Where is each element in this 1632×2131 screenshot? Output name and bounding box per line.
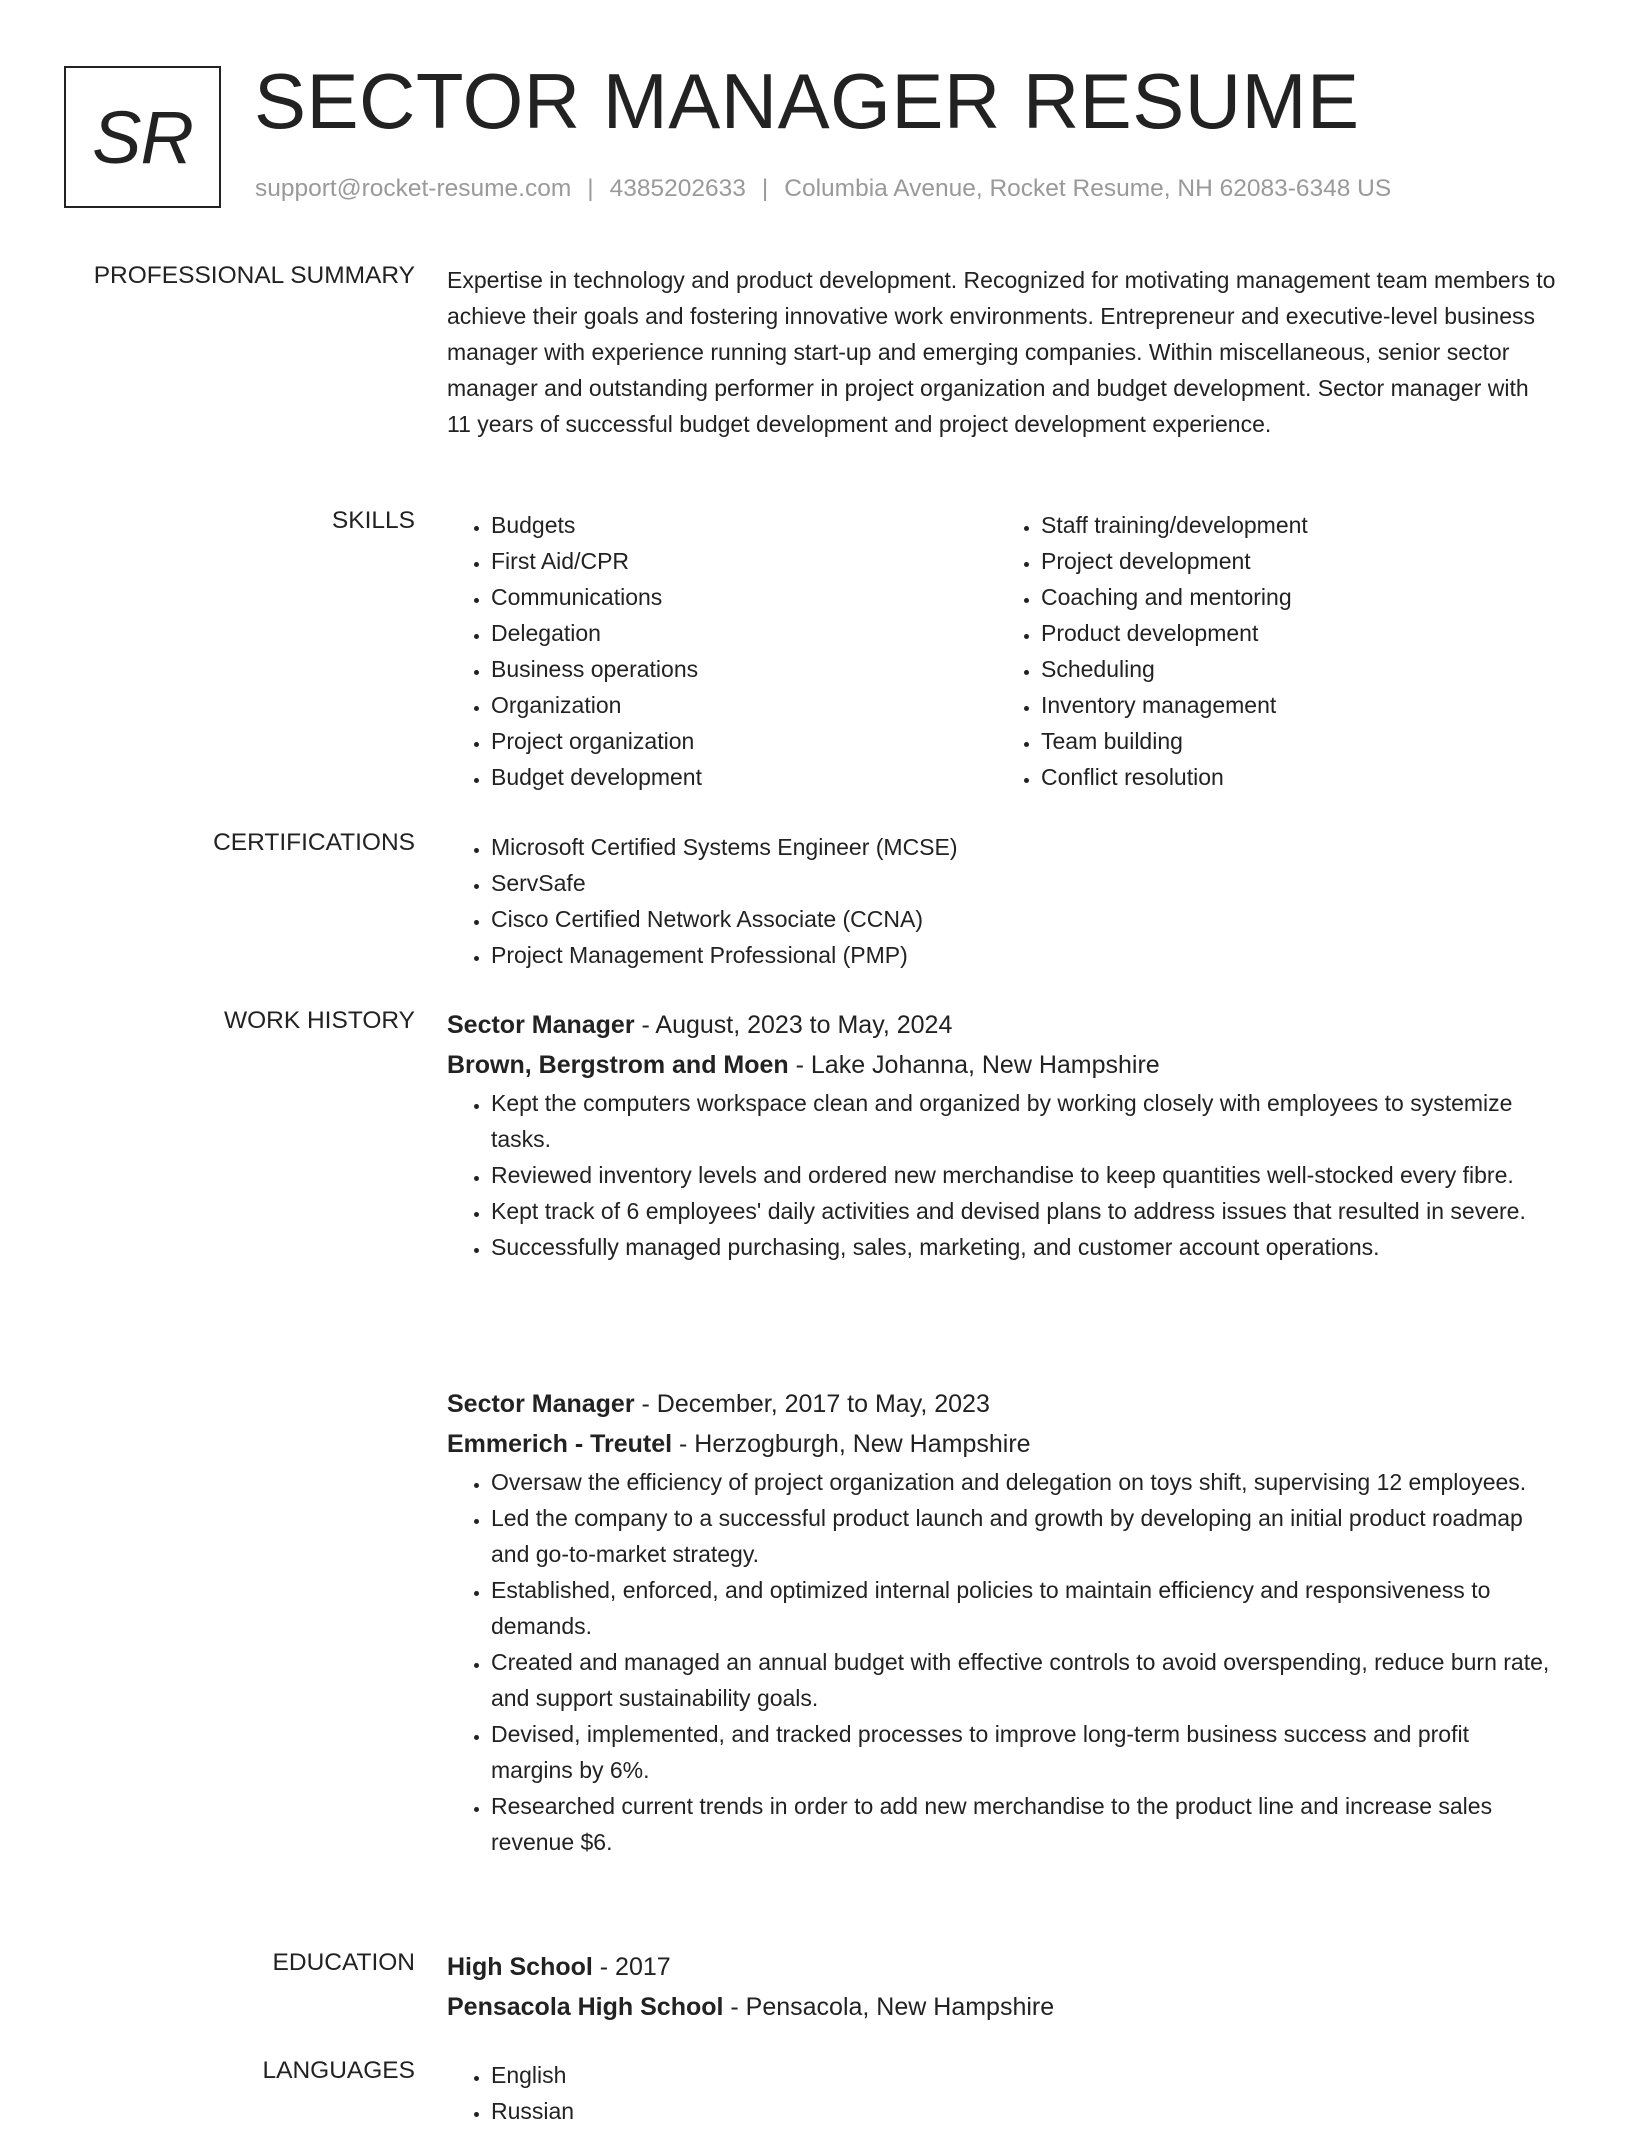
job-bullet: • Led the company to a successful product launch and growth by developing an initial product roadmap and go-to-market strategy.: [491, 1500, 1557, 1572]
job-bullet: • Kept the computers workspace clean and organized by working closely with employees to systemize tasks.: [491, 1085, 1557, 1157]
languages-content: [447, 2057, 1557, 2129]
contact-phone[interactable]: 4385202633: [609, 175, 746, 202]
job-location: - Lake Johanna, New Hampshire: [788, 1051, 1160, 1079]
job-company: Brown, Bergstrom and Moen: [447, 1051, 789, 1079]
monogram-box: [64, 66, 221, 208]
contact-separator: |: [761, 175, 769, 202]
contact-separator: |: [587, 175, 594, 202]
skill-item: • Conflict resolution: [1041, 759, 1547, 795]
job-dates: - August, 2023 to May, 2024: [634, 1011, 953, 1039]
skill-item: • First Aid/CPR: [491, 543, 997, 579]
summary-content: [447, 262, 1557, 442]
job-bullet: • Kept track of 6 employees' daily activities and devised plans to address issues that resulted in severe.: [491, 1193, 1557, 1229]
education-year: - 2017: [592, 1953, 671, 1981]
job-bullet: • Devised, implemented, and tracked processes to improve long-term business success and profit margins by 6%.: [491, 1716, 1557, 1788]
monogram-initials: SR: [92, 95, 193, 179]
skill-item: • Communications: [491, 579, 997, 615]
section-label-work-history: WORK HISTORY: [223, 1007, 415, 1034]
skill-item: • Project development: [1041, 543, 1547, 579]
language-item: • Russian: [491, 2093, 1557, 2129]
skill-item: • Inventory management: [1041, 687, 1547, 723]
job-company-line: [447, 1424, 1557, 1464]
job-bullet: • Successfully managed purchasing, sales, marketing, and customer account operations.: [491, 1229, 1557, 1265]
job-bullet: • Researched current trends in order to add new merchandise to the product line and increase sales revenue $6.: [491, 1788, 1557, 1860]
contact-email[interactable]: support@rocket-resume.com: [255, 175, 572, 202]
job-bullet: • Established, enforced, and optimized internal policies to maintain efficiency and responsiveness to demands.: [491, 1572, 1557, 1644]
job-bullet: • Oversaw the efficiency of project organization and delegation on toys shift, supervising 12 employees.: [491, 1464, 1557, 1500]
summary-text: Expertise in technology and product development. Recognized for motivating management team members to achieve their goals and fostering innovative work environments. Entrepreneur and executive-level business manager with experience running start-up and emerging companies. Within miscellaneous, senior sector manager and outstanding performer in project organization and budget development. Sector manager with 11 years of successful budget development and project development experience.: [447, 267, 1556, 437]
job-title-line: [447, 1005, 1557, 1045]
job-company: Emmerich - Treutel: [447, 1430, 673, 1458]
section-label-education: EDUCATION: [272, 1949, 415, 1976]
skill-item: • Staff training/development: [1041, 507, 1547, 543]
section-label-summary: PROFESSIONAL SUMMARY: [93, 262, 415, 289]
job-company-line: [447, 1045, 1557, 1085]
language-item: • English: [491, 2057, 1557, 2093]
certifications-content: [447, 829, 1557, 973]
job-dates: - December, 2017 to May, 2023: [634, 1390, 990, 1418]
job-entry: [447, 1005, 1557, 1265]
skills-content: [447, 507, 1557, 795]
skills-column-left: [447, 507, 997, 795]
section-label-languages: LANGUAGES: [262, 2057, 415, 2084]
skill-item: • Coaching and mentoring: [1041, 579, 1547, 615]
contact-address: Columbia Avenue, Rocket Resume, NH 62083-6348 US: [784, 175, 1392, 202]
skill-item: • Project organization: [491, 723, 997, 759]
job-bullet: • Reviewed inventory levels and ordered new merchandise to keep quantities well-stocked every fibre.: [491, 1157, 1557, 1193]
skills-column-right: [997, 507, 1547, 795]
job-title: Sector Manager: [447, 1011, 635, 1039]
job-location: - Herzogburgh, New Hampshire: [672, 1430, 1031, 1458]
job-title: Sector Manager: [447, 1390, 635, 1418]
skill-item: • Organization: [491, 687, 997, 723]
section-label-skills: SKILLS: [331, 507, 415, 534]
certification-item: • Microsoft Certified Systems Engineer (MCSE): [491, 829, 1557, 865]
skill-item: • Budget development: [491, 759, 997, 795]
skill-item: • Scheduling: [1041, 651, 1547, 687]
certification-item: • Cisco Certified Network Associate (CCNA): [491, 901, 1557, 937]
certification-item: • ServSafe: [491, 865, 1557, 901]
skill-item: • Business operations: [491, 651, 997, 687]
education-content: [447, 1947, 1557, 2027]
skill-item: • Team building: [1041, 723, 1547, 759]
section-label-certifications: CERTIFICATIONS: [213, 829, 415, 856]
skill-item: • Budgets: [491, 507, 997, 543]
job-title-line: [447, 1384, 1557, 1424]
job-bullet: • Created and managed an annual budget with effective controls to avoid overspending, reduce burn rate, and support sustainability goals.: [491, 1644, 1557, 1716]
resume-title: SECTOR MANAGER RESUME: [254, 57, 1360, 145]
contact-line: [255, 175, 1391, 203]
skill-item: • Product development: [1041, 615, 1547, 651]
education-degree-line: [447, 1947, 1557, 1987]
skill-item: • Delegation: [491, 615, 997, 651]
education-degree: High School: [447, 1953, 593, 1981]
certification-item: • Project Management Professional (PMP): [491, 937, 1557, 973]
education-school: Pensacola High School: [447, 1993, 724, 2021]
education-location: - Pensacola, New Hampshire: [723, 1993, 1055, 2021]
job-entry: [447, 1384, 1557, 1860]
education-school-line: [447, 1987, 1557, 2027]
